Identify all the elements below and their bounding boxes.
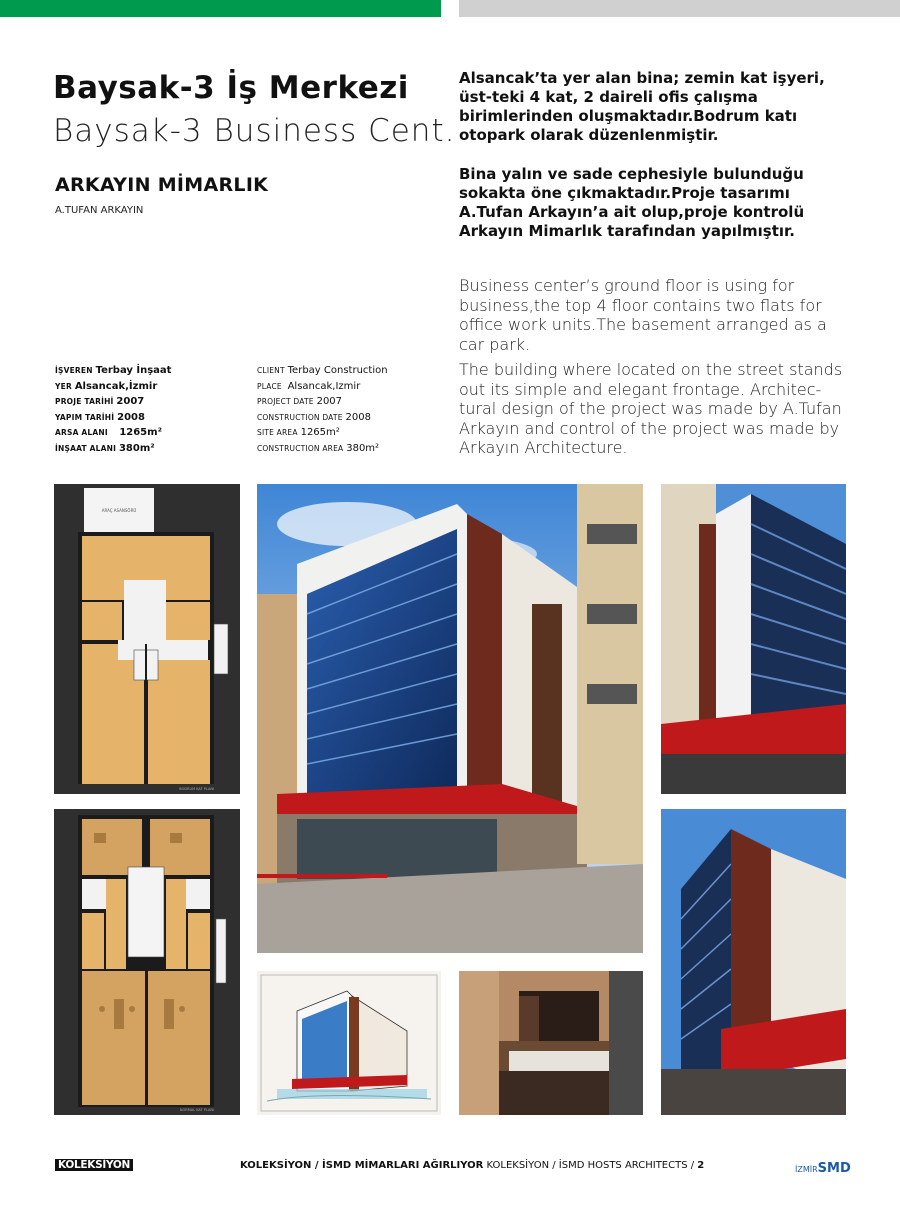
basement-floor-plan — [54, 484, 240, 794]
ismd-logo: İZMİRSMD — [795, 1161, 851, 1176]
architectural-sketch — [257, 971, 441, 1115]
info-row: ARSA ALANI 1265m² — [55, 427, 162, 438]
firm-name: ARKAYIN MİMARLIK — [55, 174, 269, 196]
typical-floor-plan — [54, 809, 240, 1115]
info-row: YAPIM TARİHİ 2008 — [55, 411, 145, 423]
description-en-1: Business center’s ground floor is using for business,the top 4 floor contains two flats for office work units.The basement arranged as a car park. — [459, 276, 827, 354]
description-tr-2: Bina yalın ve sade cephesiyle bulunduğu sokakta öne çıkmaktadır.Proje tasarımı A.Tufan Arkayın’a ait olup,proje kontrolü Arkayın Mimarlık tarafından yapılmıştır. — [459, 165, 805, 240]
plan-bottom-label: NORMAL KAT PLANI — [179, 1108, 214, 1112]
main-building-photo — [257, 484, 643, 953]
info-row: CLIENT Terbay Construction — [257, 365, 388, 376]
page-footer — [0, 1157, 900, 1177]
interior-bathroom-photo — [459, 971, 643, 1115]
info-row: PLACE Alsancak,Izmir — [257, 380, 361, 392]
description-tr-1: Alsancak’ta yer alan bina; zemin kat işyeri, üst-teki 4 kat, 2 daireli ofis çalışma birimlerinden oluşmaktadır.Bodrum katı otopark olarak düzenlenmiştir. — [459, 69, 825, 144]
project-title-en: Baysak-3 Business Cent. — [53, 113, 456, 149]
project-title-tr: Baysak-3 İş Merkezi — [53, 70, 409, 106]
parking-label: ARAÇ ASANSÖRÜ — [101, 508, 137, 513]
koleksiyon-logo: KOLEKSİYON — [55, 1159, 133, 1171]
footer-caption: KOLEKSİYON / İSMD MİMARLARI AĞIRLIYOR KOLEKSİYON / İSMD HOSTS ARCHITECTS / 2 — [240, 1160, 705, 1171]
architect-name: A.TUFAN ARKAYIN — [55, 205, 144, 216]
info-row: CONSTRUCTION AREA 380m² — [257, 442, 380, 454]
building-corner-photo — [661, 484, 846, 794]
info-row: CONSTRUCTION DATE 2008 — [257, 411, 371, 423]
info-row: YER Alsancak,İzmir — [55, 380, 158, 392]
info-row: İŞVEREN Terbay İnşaat — [55, 365, 172, 376]
page-number: 2 — [697, 1160, 705, 1171]
info-row: PROJE TARİHİ 2007 — [55, 396, 145, 407]
building-upward-photo — [661, 809, 846, 1115]
plan-top-label: BODRUM KAT PLANI — [179, 787, 214, 791]
info-row: PROJECT DATE 2007 — [257, 396, 343, 407]
project-info-tr — [55, 363, 171, 456]
project-info-en — [257, 363, 388, 456]
info-row: SITE AREA 1265m² — [257, 427, 340, 438]
info-row: İNŞAAT ALANI 380m² — [55, 442, 155, 454]
description-en-2: The building where located on the street stands out its simple and elegant frontage. Architec-tural design of the project was made by A.Tufan Arkayın and control of the project was made by Arkayın Architecture. — [459, 360, 843, 457]
top-green-bar — [0, 0, 441, 17]
top-gray-bar — [459, 0, 900, 17]
